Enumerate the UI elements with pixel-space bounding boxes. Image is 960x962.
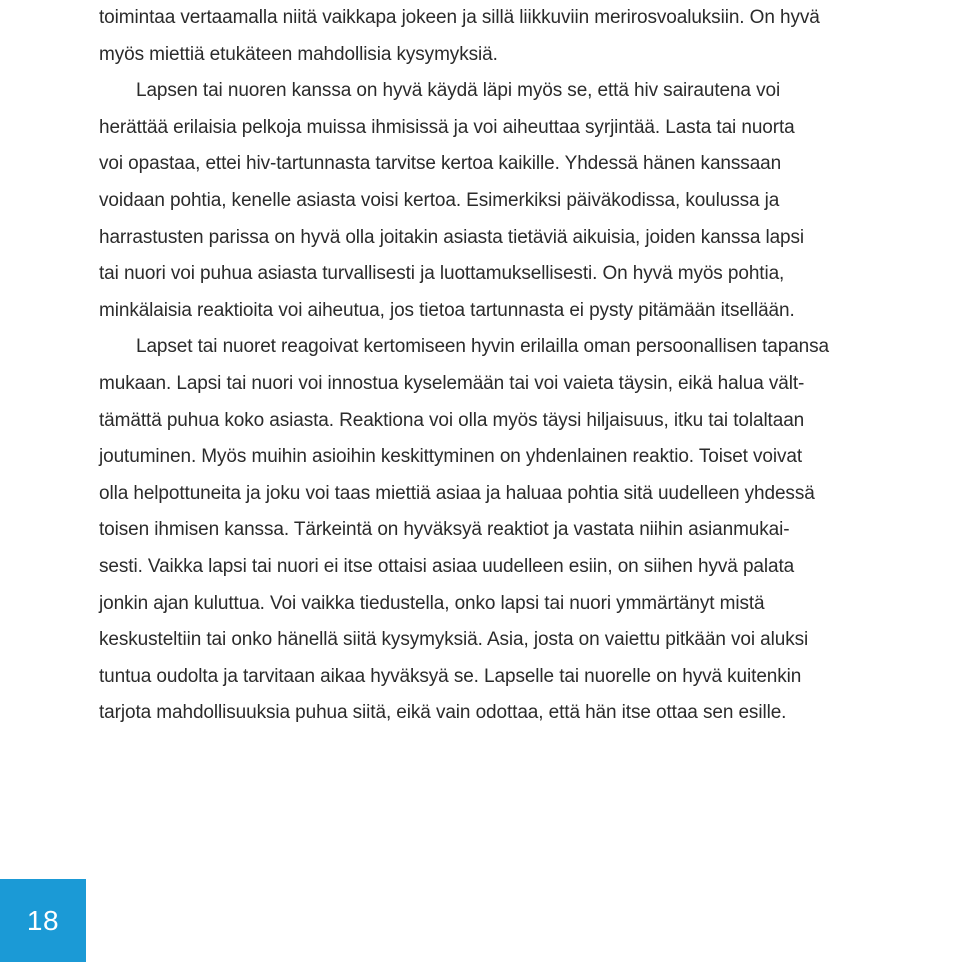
paragraph-start-line: Lapsen tai nuoren kanssa on hyvä käydä läpi myös se, että hiv sairautena voi bbox=[136, 80, 781, 102]
text-line: tämättä puhua koko asiasta. Reaktiona voi olla myös täysi hiljaisuus, itku tai tolaltaan bbox=[99, 409, 805, 431]
text-line: herättää erilaisia pelkoja muissa ihmisissä ja voi aiheuttaa syrjintää. Lasta tai nuorta bbox=[99, 116, 795, 138]
text-line: joutuminen. Myös muihin asioihin keskittyminen on yhdenlainen reaktio. Toiset voivat bbox=[99, 446, 803, 468]
text-line: tarjota mahdollisuuksia puhua siitä, eikä vain odottaa, että hän itse ottaa sen esille. bbox=[99, 702, 787, 724]
page-number-tab bbox=[0, 879, 86, 962]
text-line: sesti. Vaikka lapsi tai nuori ei itse ottaisi asiaa uudelleen esiin, on siihen hyvä palata bbox=[99, 555, 795, 577]
text-line: tuntua oudolta ja tarvitaan aikaa hyväksyä se. Lapselle tai nuorelle on hyvä kuitenkin bbox=[99, 665, 802, 687]
text-line: voi opastaa, ettei hiv-tartunnasta tarvitse kertoa kaikille. Yhdessä hänen kanssaan bbox=[99, 153, 782, 175]
text-line: keskusteltiin tai onko hänellä siitä kysymyksiä. Asia, josta on vaiettu pitkään voi aluksi bbox=[99, 629, 809, 651]
text-line: jonkin ajan kuluttua. Voi vaikka tiedustella, onko lapsi tai nuori ymmärtänyt mistä bbox=[99, 592, 765, 614]
text-line: toisen ihmisen kanssa. Tärkeintä on hyväksyä reaktiot ja vastata niihin asianmukai- bbox=[99, 519, 790, 541]
text-line: tai nuori voi puhua asiasta turvallisesti ja luottamuksellisesti. On hyvä myös pohtia, bbox=[99, 263, 785, 285]
text-line: harrastusten parissa on hyvä olla joitakin asiasta tietäviä aikuisia, joiden kanssa lapsi bbox=[99, 226, 805, 248]
paragraph-start-line: Lapset tai nuoret reagoivat kertomiseen hyvin erilailla oman persoonallisen tapansa bbox=[136, 336, 830, 358]
text-line: myös miettiä etukäteen mahdollisia kysymyksiä. bbox=[99, 43, 498, 65]
text-line: olla helpottuneita ja joku voi taas miettiä asiaa ja haluaa pohtia sitä uudelleen yhdessä bbox=[99, 482, 815, 504]
text-line: toimintaa vertaamalla niitä vaikkapa jokeen ja sillä liikkuviin merirosvoaluksiin. On hyvä bbox=[99, 7, 820, 28]
page-number: 18 bbox=[26, 904, 60, 936]
text-line: voidaan pohtia, kenelle asiasta voisi kertoa. Esimerkiksi päiväkodissa, koulussa ja bbox=[99, 189, 780, 211]
body-text bbox=[99, 0, 949, 732]
text-line: mukaan. Lapsi tai nuori voi innostua kyselemään tai voi vaieta täysin, eikä halua vält- bbox=[99, 372, 805, 394]
text-line: minkälaisia reaktioita voi aiheutua, jos tietoa tartunnasta ei pysty pitämään itsellään. bbox=[99, 299, 795, 321]
